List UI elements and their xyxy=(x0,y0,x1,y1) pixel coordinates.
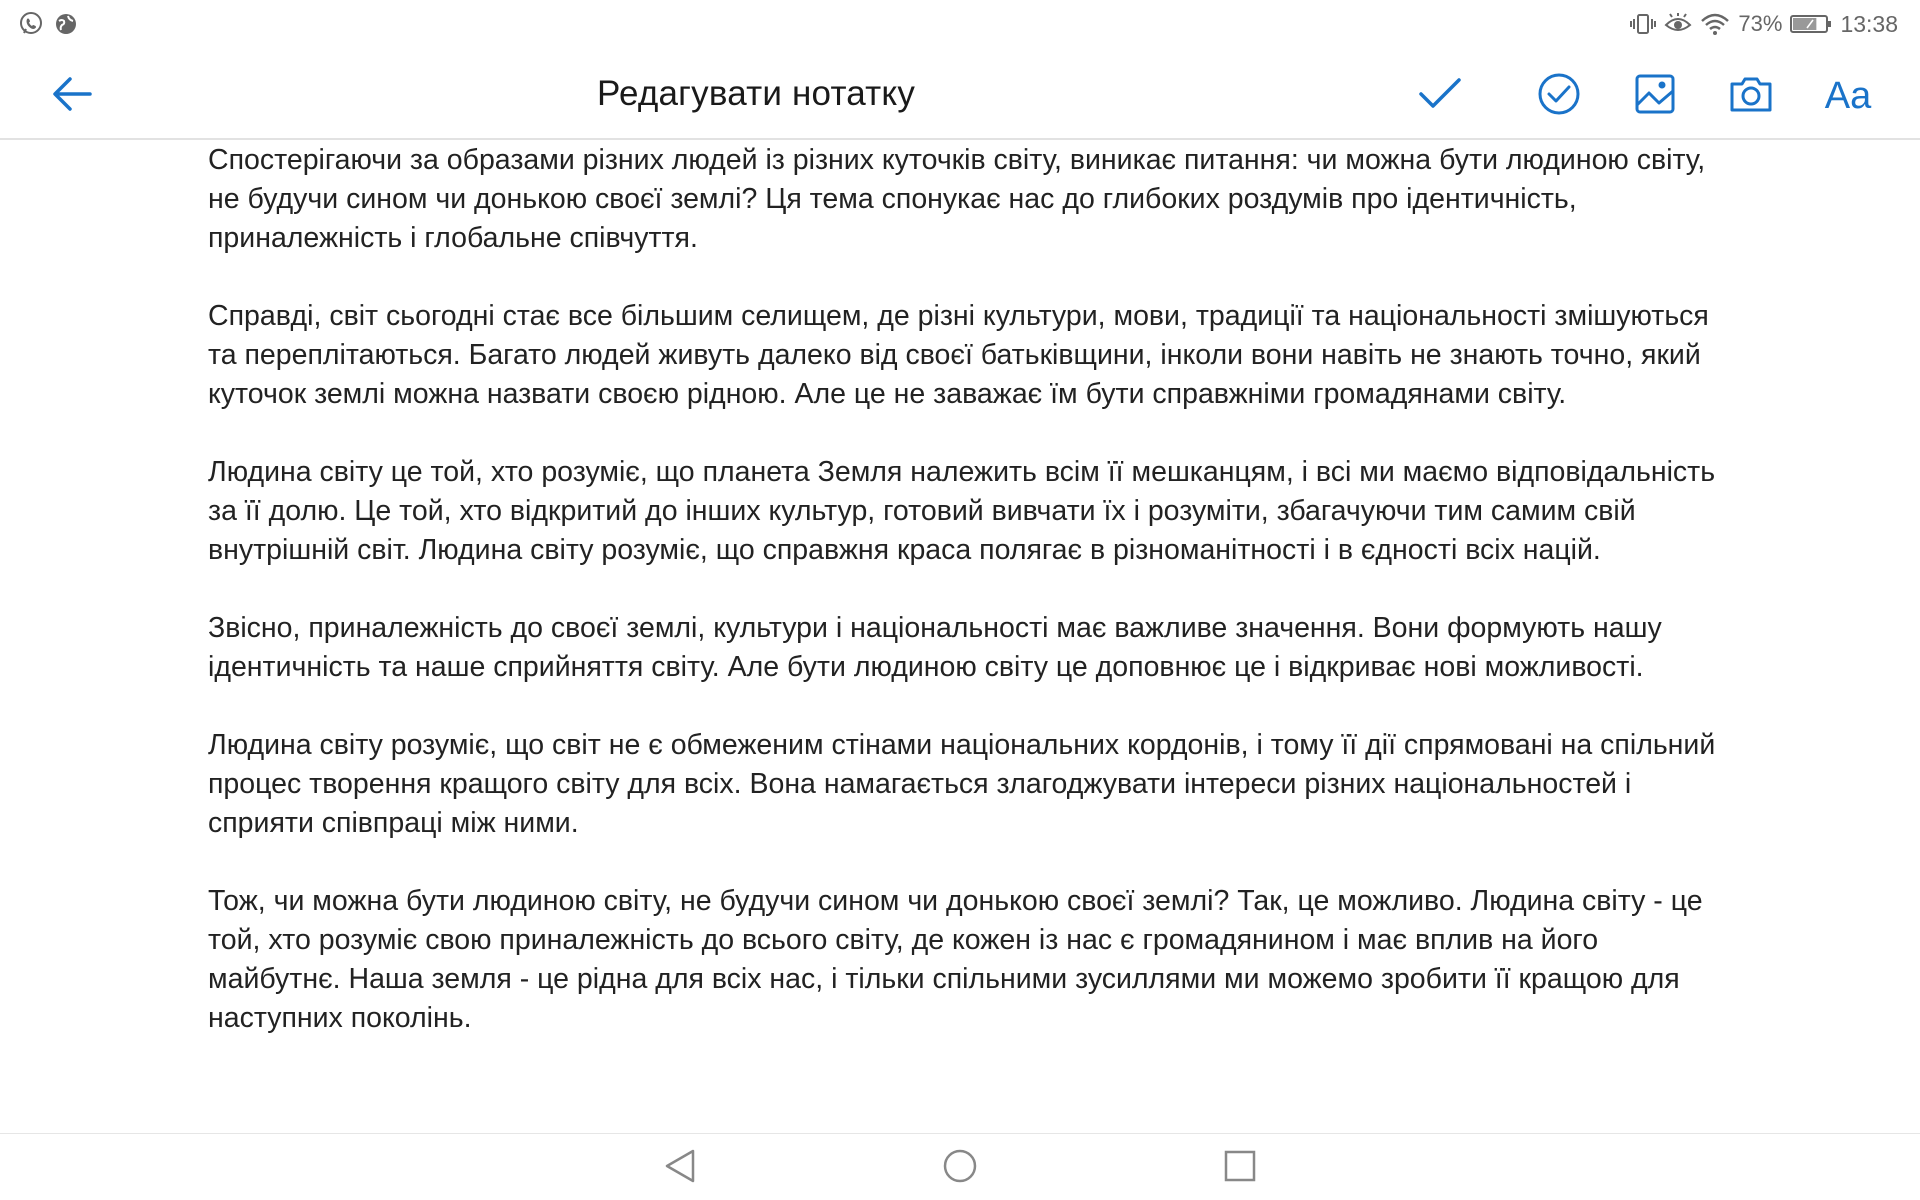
viber-icon xyxy=(18,11,44,37)
save-button[interactable] xyxy=(1410,70,1470,122)
insert-image-button[interactable] xyxy=(1625,70,1685,122)
note-paragraph: Звісно, приналежність до своєї землі, культури і національності має важливе значення. Вони формують нашу ідентичність та наше сприйняття світу. Але бути людиною світу це доповнює це і відкриває нові можливості. xyxy=(208,612,1662,683)
back-triangle-icon xyxy=(663,1148,697,1189)
camera-button[interactable] xyxy=(1721,70,1781,122)
eye-comfort-icon xyxy=(1664,13,1692,35)
camera-icon xyxy=(1728,74,1774,119)
note-paragraph: Справді, світ сьогодні стає все більшим селищем, де різні культури, мови, традиції та національності змішуються та переплітаються. Багато людей живуть далеко від своєї батьківщини, інколи вони навіть не знають точно, який куточок землі можна назвати своєю рідною. Але це не заважає їм бути справжніми громадянами світу. xyxy=(208,300,1709,410)
note-paragraph: Людина світу це той, хто розуміє, що планета Земля належить всім її мешканцям, і всі ми маємо відповідальність за її долю. Це той, хто відкритий до інших культур, готовий вивчати їх і розуміти, збагачуючи тим самим свій внутрішній світ. Людина світу розуміє, що справжня краса полягає в різноманітності і в єдності всіх націй. xyxy=(208,456,1716,566)
nav-home-button[interactable] xyxy=(936,1146,984,1190)
globe-icon xyxy=(54,12,78,36)
image-icon xyxy=(1634,73,1676,120)
checkmark-icon xyxy=(1417,76,1463,117)
editor-toolbar xyxy=(0,48,1920,140)
vibrate-icon xyxy=(1630,12,1656,36)
note-paragraph: Спостерігаючи за образами різних людей із різних куточків світу, виникає питання: чи можна бути людиною світу, не будучи сином чи донькою своєї землі? Ця тема спонукає нас до глибоких роздумів про ідентичність, приналежність і глобальне співчуття. xyxy=(208,144,1706,254)
status-bar xyxy=(0,0,1920,48)
status-right-icons xyxy=(1630,11,1898,38)
nav-recents-button[interactable] xyxy=(1216,1146,1264,1190)
clock: 13:38 xyxy=(1840,10,1898,37)
note-paragraph: Тож, чи можна бути людиною світу, не будучи сином чи донькою своєї землі? Так, це можливо. Людина світу - це той, хто розуміє свою приналежність до всього світу, де кожен із нас є громадянином і має вплив на його майбутнє. Наша земля - це рідна для всіх нас, і тільки спільними зусиллями ми можемо зробити її кращою для наступних поколінь. xyxy=(208,885,1703,1034)
check-circle-icon xyxy=(1537,72,1581,121)
text-format-icon: Aa xyxy=(1824,74,1872,117)
system-nav-bar xyxy=(0,1133,1920,1200)
wifi-icon xyxy=(1700,12,1730,36)
recents-square-icon xyxy=(1223,1149,1257,1188)
note-editor[interactable] xyxy=(208,141,1720,1133)
home-circle-icon xyxy=(942,1148,978,1189)
text-format-button[interactable] xyxy=(1818,70,1878,122)
status-left-icons xyxy=(18,11,78,37)
checklist-button[interactable] xyxy=(1529,70,1589,122)
battery-icon xyxy=(1790,13,1832,35)
battery-percent: 73% xyxy=(1738,11,1783,36)
nav-back-button[interactable] xyxy=(656,1146,704,1190)
page-title: Редагувати нотатку xyxy=(596,74,916,113)
note-paragraph: Людина світу розуміє, що світ не є обмеженим стінами національних кордонів, і тому її дії спрямовані на спільний процес творення кращого світу для всіх. Вона намагається злагоджувати інтереси різних національностей і сприяти співпраці між ними. xyxy=(208,729,1716,839)
